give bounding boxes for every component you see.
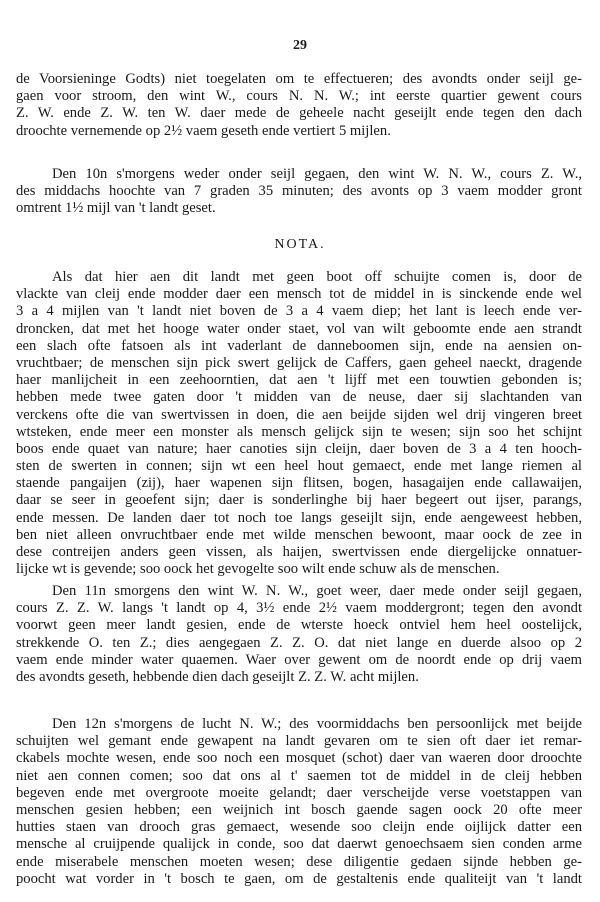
text-line: boos ende quaet van nature; haer canoties sijn cleijn, daer boven de 3 a 4 ten hooch- [16,440,582,457]
text-line: schuijten wel gemant ende gewapent na landt gevaren om te sien oft daer iet remar- [16,733,582,750]
paragraph [16,269,582,578]
paragraph [16,71,582,140]
paragraph [16,166,582,218]
page-number: 29 [293,38,307,53]
text-line: haer manlijcheit in een zeehoorntien, dat aen 't lijff met een touwtien gebonden is; [16,372,582,389]
text-line: daar se seer in geoefent sijn; daer is sonderlinghe bij haer begeert out ijser, parangs, [16,492,582,509]
text-line: 3 a 4 mijlen van 't landt niet boven de 3 a 4 vaem diep; het lant is leech ende ver- [16,303,582,320]
text-line: vaem ende minder water quaemen. Waer over gewent om de noordt ende op drij vaem [16,651,582,668]
text-line: voorwt geen meer landt gesien, ende de wterste hoeck ontviel hem heel oostelijck, [16,617,582,634]
section-heading: NOTA. [274,237,326,252]
paragraph [16,583,582,686]
text-line: een slach ofte fatsoen als int vaderlant de danneboomen sijn, ende na aensien on- [16,337,582,354]
text-line: gaen voor stroom, den wint W., cours N. N. W.; int eerste quartier gewent cours [16,88,582,105]
text-line: de Voorsieninge Godts) niet toegelaten om te effectueren; des avondts onder seijl ge- [16,71,582,87]
text-line: ende messen. De landen daer tot noch toe langs geseijlt sijn, ende aengeweest hebben, [16,509,582,526]
text-line: des avondts geseth, hebbende dien dach geseijlt Z. Z. W. acht mijlen. [16,668,419,685]
text-line: cours Z. Z. W. langs 't landt op 4, 3½ ende 2½ vaem moddergront; tegen den avondt [16,600,582,617]
text-line: omtrent 1½ mijl van 't landt geset. [16,200,216,217]
text-line: niet aen connen comen; soo dat ons al t' saemen tot de middel in de cleij hebben [16,767,582,784]
text-line: ende miserabele menschen moeten wesen; dese diligentie gedaen sijnde hebben ge- [16,853,582,870]
text-line: strekkende O. ten Z.; dies aengegaen Z. Z. O. dat niet lange en duerde alsoo op 2 [16,634,582,651]
text-line: des middachs hoochte van 7 graden 35 minuten; des avonts op 3 vaem modder gront [16,183,582,200]
text-line: Den 10n s'morgens weder onder seijl gegaen, den wint W. N. W., cours Z. W., [52,166,582,182]
paragraph [16,716,582,888]
text-line: lijcke wt is gevende; soo oock het gevogelte soo wilt ende schuw als de menschen. [16,561,500,578]
text-line: Den 12n s'morgens de lucht N. W.; des voormiddachs ben persoonlijck met beijde [52,716,582,732]
text-line: mensche al cruijpende qualijck in conde, soo dat daerwt genoechsaem sien conden arme [16,836,582,853]
text-line: begeven ende met overgroote moeite gelandt; daer verscheijde verse voetstappen van [16,784,582,801]
text-line: hutties staen van drooch gras gemaect, wesende soo cleijn ende oijlijck datter een [16,819,582,836]
text-line: sten de swerten in connen; sijn wt een heel hout gemaect, ende met lange riemen al [16,458,582,475]
text-line: Den 11n smorgens den wint W. N. W., goet weer, daer mede onder seijl gegaen, [52,583,582,599]
text-line: vlackte van cleij ende modder daer een mensch tot de middel in is sinckende ende wel [16,286,582,303]
text-line: Z. W. ende Z. W. ten W. daer mede de geheele nacht geseijlt ende tegen den dach [16,105,582,122]
text-line: verckens ofte die van swertvissen in doen, die aen beijde sijden wel drij vingeren breet [16,406,582,423]
text-line: menschen gesien hebben; een weijnich int bosch gaende sagen oock 20 ofte meer [16,801,582,818]
text-line: wtsteken, ende meer een monster als mensch gelijck sijn te wesen; sijn soo het schijnt [16,423,582,440]
text-line: vruchtbaer; de menschen sijn pick swert gelijck de Caffers, gaen geheel naeckt, dragende [16,354,582,371]
text-line: droochte vernemende op 2½ vaem geseth ende vertiert 5 mijlen. [16,122,391,139]
text-line: dese contreijen anders geen vissen, als haijen, swertvissen ende diergelijcke onnatuer- [16,544,582,560]
text-line: Als dat hier aen dit landt met geen boot off schuijte comen is, door de [52,269,582,285]
text-line: hebben mede twee gaten door 't midden van de neuse, daer sij slachtanden van [16,389,582,406]
text-line: poocht wat vorder in 't bosch te gaen, om de gestaltenis ende qualiteijt van 't landt [16,870,582,887]
text-line: ben niet alleen onvruchtbaer ende met wilde menschen bewoont, maar oock de zee in [16,526,582,543]
text-line: ckabels mochte wesen, ende soo noch een mosquet (schot) daer van waeren door droochte [16,750,582,767]
text-line: staende pangaijen (zij), haer wapenen sijn flitsen, bogen, hasagaijen ende callawaijen, [16,475,582,492]
text-line: droncken, dat met het hooge water onder staet, vol van wilt geboomte ende aen strandt [16,320,582,337]
